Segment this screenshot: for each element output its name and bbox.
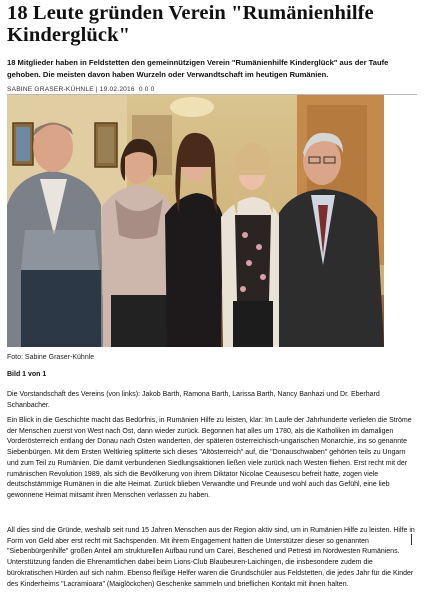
article-paragraph: All dies sind die Gründe, weshalb seit rund 15 Jahren Menschen aus der Region aktiv sind, um in Rumänien Hilfe zu leisten. Hilfe in Form von Geld aber erst recht mit Sachspenden. Mit ihrem Engagement hatten die Unterstützer dieser so genannten "Siebenbürgenhilfe" großen Anteil am strukturellen Aufbau rund um Carei, Beschened und Petresti im Nordwesten Rumäniens. Unterstützung fanden die Ehrenamtlichen dabei beim Lions-Club Blaubeuren-Laichingen, die insbesondere zudem die bürokratischen Hürden auf sich nahm. Ebenso fleißige Helfer waren die Grundschüler aus Feldstetten, die jedes Jahr für die Kinder des Kinderheims "Lacramioara" (Maiglöckchen) Geschenke sammeln und brieflichen Kontakt mit ihnen halten. [7,527,415,588]
group-photo-image [7,95,384,347]
article-headline: 18 Leute gründen Verein "Rumänienhilfe Kinderglück" [7,2,374,46]
byline [7,86,155,93]
gallery-counter: Bild 1 von 1 [7,371,47,378]
share-icons[interactable]: 0 0 0 [138,86,155,93]
article-lead: 18 Mitglieder haben in Feldstetten den gemeinnützigen Verein "Rumänienhilfe Kinderglück" aus der Taufe gehoben. Die meisten davon haben Wurzeln oder Verwandtschaft im heutigen Rumänien. [7,58,389,79]
article-paragraph: Ein Blick in die Geschichte macht das Bedürfnis, in Rumänien Hilfe zu leisten, klar: Im Laufe der Jahrhunderte verliefen die Ströme der Menschen zuerst von West nach Ost, dann wieder zurück. Begonnen hat alles um 1780, als die Katholiken im damaligen Vorderösterreich entlang der Donau nach Osten wanderten, der späteren österreichisch-ungarischen Monarchie, ins so genannte Siebenbürgen. Mit dem Ersten Weltkrieg splitterte sich dieses "Altösterreich" auf, die "Donauschwaben" gehörten teils zu Ungarn und zum Teil zu Rumänien. Die damit verbundenen Siedlungsaktionen ließen viele zurück nach Westen fliehen. Erst recht mit der rumänischen Revolution 1989, als sich die Bevölkerung von ihrem Diktator Nicolae Ceausescu befreit hatte, zogen viele deutschstämmige Rumänen in die alte Heimat. Zurück blieben Verwandte und Freunde und wohl auch das Gefühl, eine lieb gewonnene Heimat mitsamt ihren Menschen verlassen zu haben. [7,417,412,499]
photo-caption: Die Vorstandschaft des Vereins (von links): Jakob Barth, Ramona Barth, Larissa Barth, Nancy Banhazi und Dr. Eberhard Schanbacher. [7,391,380,409]
photo-credit: Foto: Sabine Graser-Kühnle [7,354,95,361]
byline-author-date: SABINE GRASER-KÜHNLE | 19.02.2016 [7,86,135,93]
text-cursor [411,534,412,545]
article-photo[interactable] [7,95,384,347]
